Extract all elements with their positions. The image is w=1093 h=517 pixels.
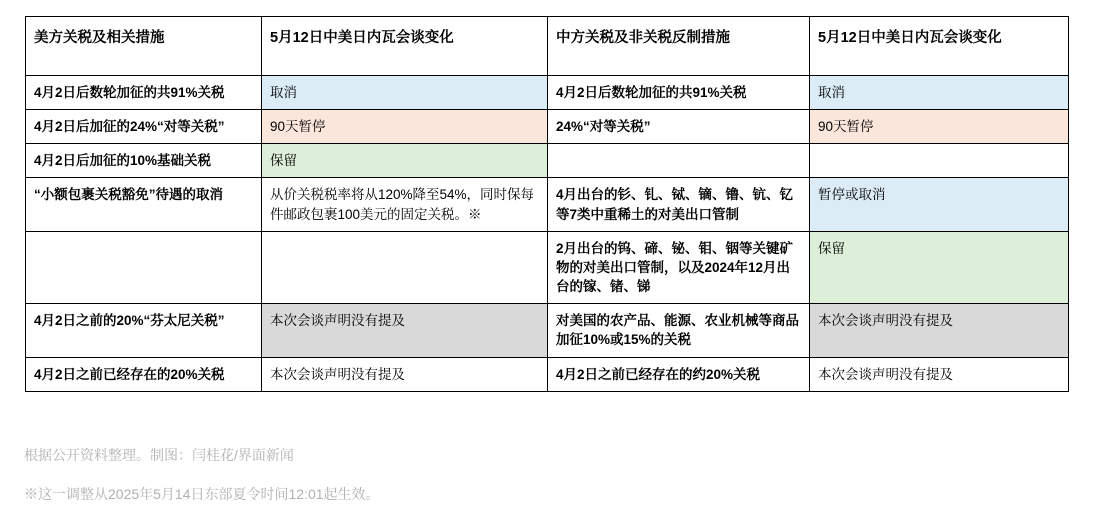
effective-date-note: ※这一调整从2025年5月14日东部夏令时间12:01起生效。: [24, 486, 380, 502]
table-header-row: [26, 17, 1069, 76]
cn-change-cell: 本次会谈声明没有提及: [810, 357, 1069, 391]
table-row: [26, 231, 1069, 303]
table-row: [26, 110, 1069, 144]
us-change-cell: [262, 231, 548, 303]
table-row: [26, 144, 1069, 178]
cn-change-cell: 暂停或取消: [810, 178, 1069, 231]
tariff-comparison-table: [25, 16, 1069, 392]
us-measure-cell: 4月2日后加征的24%“对等关税”: [26, 110, 262, 144]
cn-measure-cell: 4月2日之前已经存在的约20%关税: [548, 357, 810, 391]
us-measure-cell: [26, 231, 262, 303]
us-change-cell: 从价关税税率将从120%降至54%，同时保每件邮政包裹100美元的固定关税。※: [262, 178, 548, 231]
us-measure-cell: 4月2日后数轮加征的共91%关税: [26, 76, 262, 110]
us-measure-cell: 4月2日后加征的10%基础关税: [26, 144, 262, 178]
cn-measure-cell: 4月出台的钐、钆、铽、镝、镥、钪、钇等7类中重稀土的对美出口管制: [548, 178, 810, 231]
us-change-cell: 90天暂停: [262, 110, 548, 144]
table-row: [26, 76, 1069, 110]
cn-measure-cell: 24%“对等关税”: [548, 110, 810, 144]
us-change-cell: 保留: [262, 144, 548, 178]
table-row: [26, 357, 1069, 391]
us-measure-cell: 4月2日之前的20%“芬太尼关税”: [26, 304, 262, 357]
cn-change-cell: 保留: [810, 231, 1069, 303]
cn-change-cell: 90天暂停: [810, 110, 1069, 144]
cn-measure-cell: 2月出台的钨、碲、铋、钼、铟等关键矿物的对美出口管制，以及2024年12月出台的镓、锗、锑: [548, 231, 810, 303]
column-header-cn-measures: 中方关税及非关税反制措施: [548, 17, 810, 76]
source-credit: 根据公开资料整理。制图：闫桂花/界面新闻: [24, 447, 294, 463]
us-measure-cell: “小额包裹关税豁免”待遇的取消: [26, 178, 262, 231]
cn-measure-cell: 4月2日后数轮加征的共91%关税: [548, 76, 810, 110]
column-header-us-measures: 美方关税及相关措施: [26, 17, 262, 76]
us-change-cell: 本次会谈声明没有提及: [262, 304, 548, 357]
table-row: [26, 304, 1069, 357]
cn-change-cell: 本次会谈声明没有提及: [810, 304, 1069, 357]
column-header-us-change: 5月12日中美日内瓦会谈变化: [262, 17, 548, 76]
table-row: [26, 178, 1069, 231]
cn-measure-cell: 对美国的农产品、能源、农业机械等商品加征10%或15%的关税: [548, 304, 810, 357]
us-change-cell: 本次会谈声明没有提及: [262, 357, 548, 391]
us-change-cell: 取消: [262, 76, 548, 110]
cn-measure-cell: [548, 144, 810, 178]
column-header-cn-change: 5月12日中美日内瓦会谈变化: [810, 17, 1069, 76]
cn-change-cell: [810, 144, 1069, 178]
us-measure-cell: 4月2日之前已经存在的20%关税: [26, 357, 262, 391]
cn-change-cell: 取消: [810, 76, 1069, 110]
